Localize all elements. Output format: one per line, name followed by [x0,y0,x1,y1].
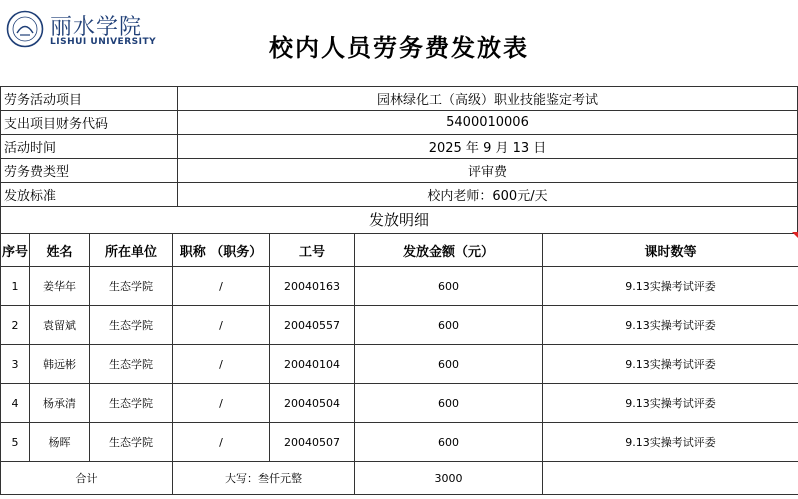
info-value[interactable]: 评审费 [178,159,798,183]
column-header[interactable]: 课时数等 [543,234,798,267]
info-row [1,159,798,183]
university-name-cn: 丽水学院 [50,15,143,40]
section-title: 发放明细 [0,207,798,233]
table-row [1,267,798,306]
university-name-en: LISHUI UNIVERSITY [50,37,157,47]
unit-cell[interactable]: 生态学院 [90,306,173,345]
table-row [1,345,798,384]
detail-table [0,233,798,495]
row-number-cell[interactable]: 5 [1,423,30,462]
column-header[interactable]: 序号 [1,234,30,267]
amount-cell[interactable]: 600 [355,345,543,384]
title-cell[interactable]: / [173,267,270,306]
total-amount-cell[interactable]: 3000 [355,462,543,495]
table-row [1,384,798,423]
info-value[interactable]: 园林绿化工（高级）职业技能鉴定考试 [178,87,798,111]
info-label[interactable]: 发放标准 [1,183,178,207]
info-label[interactable]: 支出项目财务代码 [1,111,178,135]
unit-cell[interactable]: 生态学院 [90,345,173,384]
comment-marker [792,232,798,238]
row-number-cell[interactable]: 1 [1,267,30,306]
staff-id-cell[interactable]: 20040104 [270,345,355,384]
title-cell[interactable]: / [173,384,270,423]
name-cell[interactable]: 姜华年 [30,267,90,306]
hours-cell[interactable]: 9.13实操考试评委 [543,306,798,345]
payment-sheet [0,86,798,495]
amount-cell[interactable]: 600 [355,267,543,306]
staff-id-cell[interactable]: 20040557 [270,306,355,345]
info-label[interactable]: 劳务费类型 [1,159,178,183]
staff-id-cell[interactable]: 20040504 [270,384,355,423]
info-value[interactable]: 校内老师：600元/天 [178,183,798,207]
table-row [1,306,798,345]
hours-cell[interactable]: 9.13实操考试评委 [543,345,798,384]
table-row [1,423,798,462]
amount-cell[interactable]: 600 [355,423,543,462]
staff-id-cell[interactable]: 20040507 [270,423,355,462]
column-header[interactable]: 所在单位 [90,234,173,267]
row-number-cell[interactable]: 3 [1,345,30,384]
title-cell[interactable]: / [173,306,270,345]
info-value[interactable]: 2025 年 9 月 13 日 [178,135,798,159]
row-number-cell[interactable]: 4 [1,384,30,423]
column-header[interactable]: 姓名 [30,234,90,267]
table-header-row [1,234,798,267]
info-row [1,135,798,159]
page-title: 校内人员劳务费发放表 [269,34,529,62]
total-label-cell[interactable]: 合计 [1,462,173,495]
info-row [1,183,798,207]
title-cell[interactable]: / [173,345,270,384]
info-table [0,86,798,207]
unit-cell[interactable]: 生态学院 [90,384,173,423]
unit-cell[interactable]: 生态学院 [90,267,173,306]
total-uppercase-cell[interactable]: 大写：叁仟元整 [173,462,355,495]
name-cell[interactable]: 杨晖 [30,423,90,462]
row-number-cell[interactable]: 2 [1,306,30,345]
hours-cell[interactable]: 9.13实操考试评委 [543,423,798,462]
info-row [1,111,798,135]
unit-cell[interactable]: 生态学院 [90,423,173,462]
column-header[interactable]: 发放金额（元） [355,234,543,267]
header [0,0,798,86]
column-header[interactable]: 工号 [270,234,355,267]
name-cell[interactable]: 韩远彬 [30,345,90,384]
info-label[interactable]: 活动时间 [1,135,178,159]
staff-id-cell[interactable]: 20040163 [270,267,355,306]
column-header[interactable]: 职称 （职务） [173,234,270,267]
hours-cell[interactable]: 9.13实操考试评委 [543,384,798,423]
info-value[interactable]: 5400010006 [178,111,798,135]
amount-cell[interactable]: 600 [355,384,543,423]
amount-cell[interactable]: 600 [355,306,543,345]
info-row [1,87,798,111]
name-cell[interactable]: 袁留斌 [30,306,90,345]
total-row [1,462,798,495]
hours-cell[interactable]: 9.13实操考试评委 [543,267,798,306]
info-label[interactable]: 劳务活动项目 [1,87,178,111]
name-cell[interactable]: 杨承清 [30,384,90,423]
title-cell[interactable]: / [173,423,270,462]
total-blank-cell[interactable] [543,462,798,495]
